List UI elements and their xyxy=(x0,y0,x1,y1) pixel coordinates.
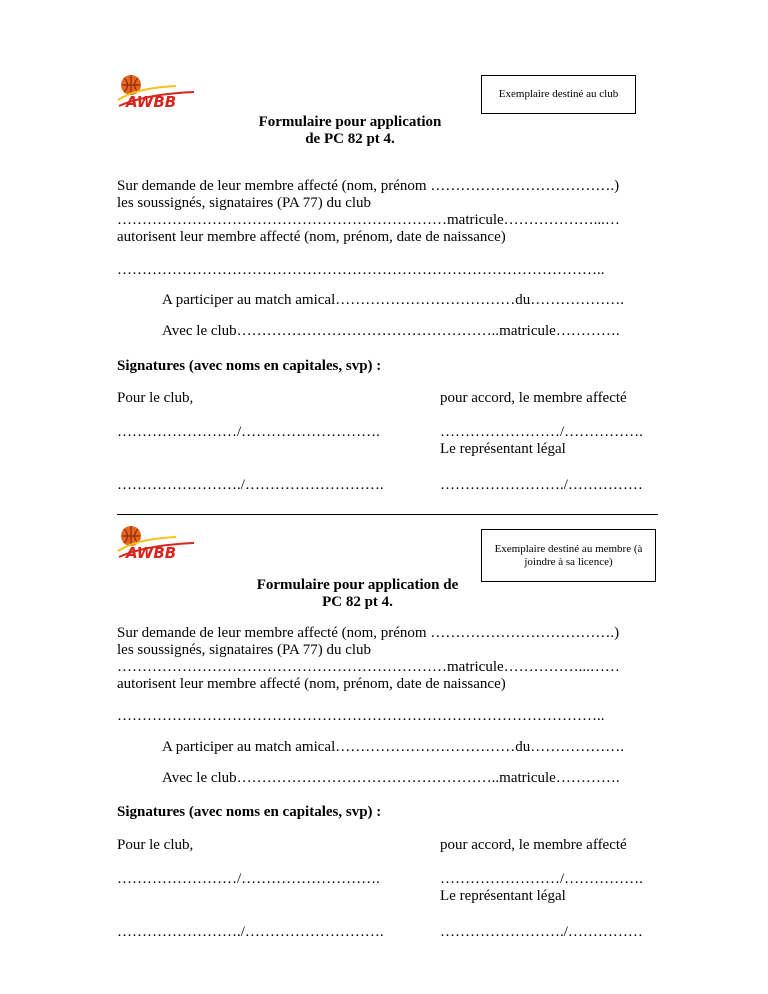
awbb-logo xyxy=(116,523,200,563)
legal-representative-label: Le représentant légal xyxy=(440,441,566,457)
awbb-logo xyxy=(116,72,200,112)
svg-text:AWBB: AWBB xyxy=(126,93,177,111)
club-signature-field-2: ……………………./………………………. xyxy=(117,924,384,940)
request-line: Sur demande de leur membre affecté (nom, prénom ……………………………….) xyxy=(117,178,620,194)
copy-destination-box: Exemplaire destiné au membre (à joindre à sa licence) xyxy=(481,529,656,582)
member-details-line: …………………………………………………………………………………….. xyxy=(117,262,605,278)
member-signature-field: ……………………/……………. xyxy=(440,871,643,887)
member-details-line: …………………………………………………………………………………….. xyxy=(117,708,605,724)
match-line: A participer au match amical………………………………du………………. xyxy=(162,739,625,755)
request-line: Sur demande de leur membre affecté (nom, prénom ……………………………….) xyxy=(117,625,620,641)
club-signature-field-1: ……………………/………………………. xyxy=(117,871,380,887)
club-matricule-line: …………………………………………………………matricule………………...… xyxy=(117,212,620,228)
opponent-club-line: Avec le club……………………………………………..matricule…………. xyxy=(162,323,620,339)
legal-rep-signature-field: ……………………./…………… xyxy=(440,924,643,940)
legal-rep-signature-field: ……………………./…………… xyxy=(440,477,643,493)
for-member-label: pour accord, le membre affecté xyxy=(440,390,627,406)
match-line: A participer au match amical………………………………du………………. xyxy=(162,292,625,308)
signatories-line: les soussignés, signataires (PA 77) du club xyxy=(117,642,372,658)
copy-destination-box: Exemplaire destiné au club xyxy=(481,75,636,114)
club-matricule-line: …………………………………………………………matricule……………...…… xyxy=(117,659,620,675)
signatures-heading: Signatures (avec noms en capitales, svp) : xyxy=(117,358,382,374)
form-title-line1: Formulaire pour application de xyxy=(256,577,459,593)
club-signature-field-2: ……………………./………………………. xyxy=(117,477,384,493)
legal-representative-label: Le représentant légal xyxy=(440,888,566,904)
cut-separator-line xyxy=(117,514,658,515)
form-title-line2: PC 82 pt 4. xyxy=(322,594,393,610)
for-member-label: pour accord, le membre affecté xyxy=(440,837,627,853)
form-title-line2: de PC 82 pt 4. xyxy=(305,131,395,147)
for-club-label: Pour le club, xyxy=(117,390,194,406)
club-signature-field-1: ……………………/………………………. xyxy=(117,424,380,440)
authorize-line: autorisent leur membre affecté (nom, prénom, date de naissance) xyxy=(117,676,506,692)
opponent-club-line: Avec le club……………………………………………..matricule…………. xyxy=(162,770,620,786)
form-title-line1: Formulaire pour application xyxy=(258,114,442,130)
for-club-label: Pour le club, xyxy=(117,837,194,853)
signatures-heading: Signatures (avec noms en capitales, svp) : xyxy=(117,804,382,820)
signatories-line: les soussignés, signataires (PA 77) du club xyxy=(117,195,372,211)
authorize-line: autorisent leur membre affecté (nom, prénom, date de naissance) xyxy=(117,229,506,245)
svg-text:AWBB: AWBB xyxy=(126,544,177,562)
member-signature-field: ……………………/……………. xyxy=(440,424,643,440)
